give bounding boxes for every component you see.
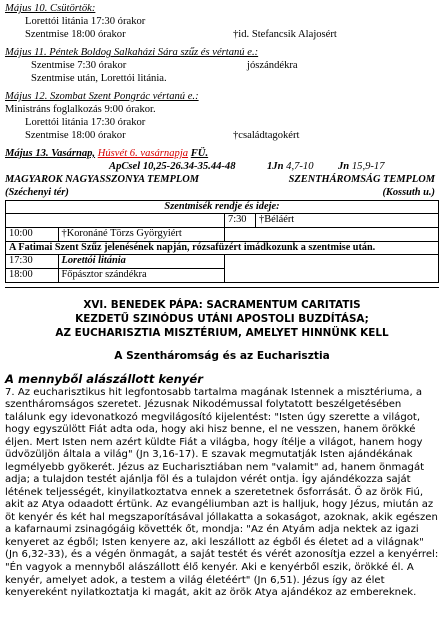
table-row	[6, 268, 439, 282]
reading-gospel-book: Jn	[338, 160, 350, 172]
schedule-line	[5, 117, 439, 130]
day-saturday	[5, 91, 439, 143]
time-cell: 10:00	[6, 228, 59, 242]
time-cell: 18:00	[6, 268, 59, 282]
sunday-fu: FÜ.	[190, 147, 209, 159]
article-subtitle: A Szentháromság és az Eucharisztia	[114, 349, 330, 362]
article-title	[5, 298, 439, 340]
sunday-feast: Húsvét 6. vasárnapja	[97, 147, 189, 159]
reading-gospel-ref: 15,9-17	[351, 160, 385, 172]
mass-intention: †id. Stefancsik Alajosért	[233, 28, 337, 40]
table-row	[6, 255, 439, 269]
table-cell	[58, 214, 225, 228]
table-cell	[225, 268, 439, 282]
intention-cell: Lorettói litánia	[58, 255, 225, 269]
section-heading: A mennyből alászállott kenyér	[5, 371, 203, 386]
day-title: Május 11. Péntek Boldog Salkaházi Sára szűz és vértanú e.:	[5, 46, 259, 58]
reading-first: ApCsel 10,25-26.34-35.44-48	[109, 160, 236, 172]
table-row	[6, 228, 439, 242]
mass-schedule-table	[5, 200, 439, 283]
day-title: Május 12. Szombat Szent Pongrác vértanú e.:	[5, 90, 199, 102]
article-title-line: KEZDETŰ SZINÓDUS UTÁNI APOSTOLI BUZDÍTÁSA;	[75, 312, 369, 325]
table-row	[6, 200, 439, 214]
schedule-line	[5, 16, 439, 29]
schedule-line	[5, 60, 439, 73]
schedule-line	[5, 104, 439, 117]
table-header: Szentmisék rendje és ideje:	[6, 200, 439, 214]
table-cell	[225, 255, 439, 269]
reading-gospel	[338, 161, 385, 174]
table-row	[6, 241, 439, 254]
time-cell: 7:30	[225, 214, 256, 228]
day-sunday	[5, 148, 439, 200]
table-cell	[6, 214, 59, 228]
event-text: Szentmise 18:00 órakor	[25, 129, 126, 141]
event-text: Lorettói litánia 17:30 órakor	[25, 116, 146, 128]
schedule-line	[5, 29, 439, 42]
church-addresses	[5, 187, 439, 200]
address-right: (Kossuth u.)	[382, 186, 435, 198]
table-row	[6, 214, 439, 228]
article-paragraph: 7. Az eucharisztikus hit legfontosabb tartalma magának Istennek a misztériuma, a szentháromságos szeretet. Jézusnak Nikodémussal folytatott beszélgetésében találunk egy idevonatkozó megvilágosító kijelentést: "Isten úgy szerette a világot, hogy egyszülött Fiát adta oda, hogy aki hisz benne, el ne vesszen, hanem örökké éljen. Mert Isten nem azért küldte Fiát a világba, hogy ítélje a világot, hanem hogy üdvözüljön általa a világ" (Jn 3,16-17). E szavak megmutatják Isten ajándékának legmélyebb gyökerét. Jézus az Eucharisztiában nem "valamit" ad, hanem önmagát adja; a tulajdon testét ajánlja föl és a tulajdon vérét ontja. Így ajándékozza saját létének teljességét, kinyilatkoztatva ennek a szeretetnek ősforrását. Ő az örök Fiú, akit az Atya odaadott értünk. Az evangéliumban azt is halljuk, hogy Jézus, miután az öt kenyér és két hal megszaporításával jóllakatta a sokaságot, azoknak, akik egészen a kafarnaumi zsinagógáig követték őt, mondja: "Az én Atyám adja nektek az igazi kenyeret az égből; Isten kenyere az, aki leszállott az égből és életet ad a világnak" (Jn 6,32-33), és a végén önmagát, a saját testét és vérét azonosítja ezzel a kenyérrel: "Én vagyok a mennyből alászállott élő kenyér. Aki e kenyérből eszik, örökké él. A kenyér, amelyet adok, a testem a világ életéért" (Jn 6,51). Jézus így az élet kenyereként nyilatkoztatja ki magát, akit az örök Atya ajándékoz az embereknek.	[5, 386, 439, 599]
church-left: MAGYAROK NAGYASSZONYA TEMPLOM	[5, 173, 199, 185]
church-names	[5, 174, 439, 187]
divider	[5, 287, 439, 288]
schedule-line	[5, 73, 439, 86]
time-cell: 17:30	[6, 255, 59, 269]
event-text: Lorettói litánia 17:30 órakor	[25, 15, 146, 27]
article-title-line: XVI. BENEDEK PÁPA: SACRAMENTUM CARITATIS	[83, 298, 361, 311]
reading-second-ref: 4,7-10	[286, 160, 314, 172]
readings-line	[5, 161, 439, 174]
event-text: Szentmise 18:00 órakor	[25, 28, 126, 40]
rosary-notice: A Fatimai Szent Szűz jelenésének napján, rózsafüzért imádkozunk a szentmise után.	[6, 241, 439, 254]
event-text: Ministráns foglalkozás 9:00 órakor.	[5, 103, 156, 115]
article-title-line: AZ EUCHARISZTIA MISZTÉRIUM, AMELYET HINNÜNK KELL	[55, 326, 389, 339]
church-right: SZENTHÁROMSÁG TEMPLOM	[288, 173, 435, 185]
mass-intention: †családtagokért	[233, 129, 300, 141]
intention-cell: Főpásztor szándékra	[58, 268, 225, 282]
address-left: (Széchenyi tér)	[5, 186, 69, 198]
day-friday	[5, 47, 439, 86]
intention-cell: †Koronáné Törzs Györgyiért	[58, 228, 225, 242]
intention-cell: †Béláért	[256, 214, 439, 228]
mass-intention: jószándékra	[247, 59, 298, 71]
reading-second-book: 1Jn	[267, 160, 284, 172]
day-title: Május 10. Csütörtök:	[5, 3, 96, 14]
table-cell	[225, 228, 439, 242]
sunday-date: Május 13. Vasárnap,	[5, 147, 96, 159]
sunday-title	[5, 148, 439, 161]
day-thursday	[5, 3, 439, 42]
event-text: Szentmise után, Lorettói litánia.	[31, 72, 167, 84]
schedule-line	[5, 130, 439, 143]
event-text: Szentmise 7:30 órakor	[31, 59, 127, 71]
reading-second	[267, 161, 314, 174]
